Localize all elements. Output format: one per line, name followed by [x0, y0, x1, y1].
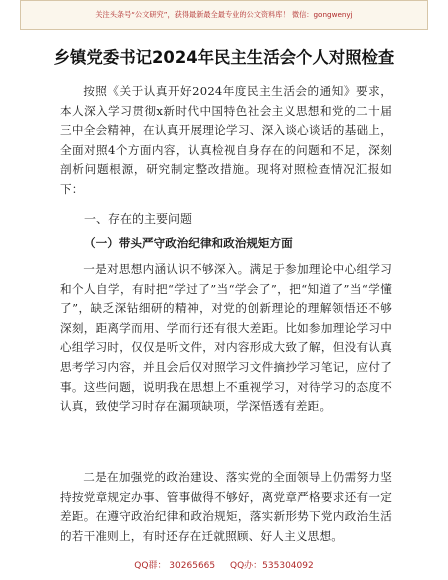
footer-qq-office: QQ办：535304092 [230, 561, 314, 571]
intro-paragraph: 按照《关于认真开好2024年度民主生活会的通知》要求，本人深入学习贯彻x新时代中国特色社会主义思想和党的二十届三中全会精神，在认真开展理论学习、深入谈心谈话的基础上，全面对照4个方面内容，认真检视自身存在的问题和不足，深刻剖析问题根源，研究制定整改措施。现将对照检查情况汇报如下： [60, 84, 392, 196]
body-paragraph-1: 一是对思想内涵认识不够深入。满足于参加理论中心组学习和个人自学，有时把“学过了”当“学会了”，把“知道了”当“学懂了”，缺乏深钻细研的精神，对党的创新理论的理解领悟还不够深刻，距离学而用、学而行还有很大差距。比如参加理论学习中心组学习时，仅仅是听文件，对内容形成大致了解，但没有认真思考学习内容，并且会后仅对照学习文件摘抄学习笔记，应付了事。这些问题，说明我在思想上不重视学习，对待学习的态度不认真，致使学习时存在漏项缺项，学深悟透有差距。 [60, 262, 392, 414]
section-heading: 一、存在的主要问题 [84, 212, 193, 226]
footer-contact [0, 558, 448, 571]
document-title: 乡镇党委书记2024年民主生活会个人对照检查 [53, 48, 395, 67]
body-paragraph-2: 二是在加强党的政治建设、落实党的全面领导上仍需努力坚持按党章规定办事、管事做得不够好，离党章严格要求还有一定差距。在遵守政治纪律和政治规矩，落实新形势下党内政治生活的若干准则上，有时还存在迁就照顾、好人主义思想。 [60, 470, 392, 543]
subsection-heading: （一）带头严守政治纪律和政治规矩方面 [84, 236, 293, 250]
footer-qq-group: QQ群： 30265665 [134, 561, 216, 571]
top-promo-banner: 关注头条号“公文研究”，获得最新最全最专业的公文资料库！ 微信：gongwenyj [20, 0, 428, 30]
